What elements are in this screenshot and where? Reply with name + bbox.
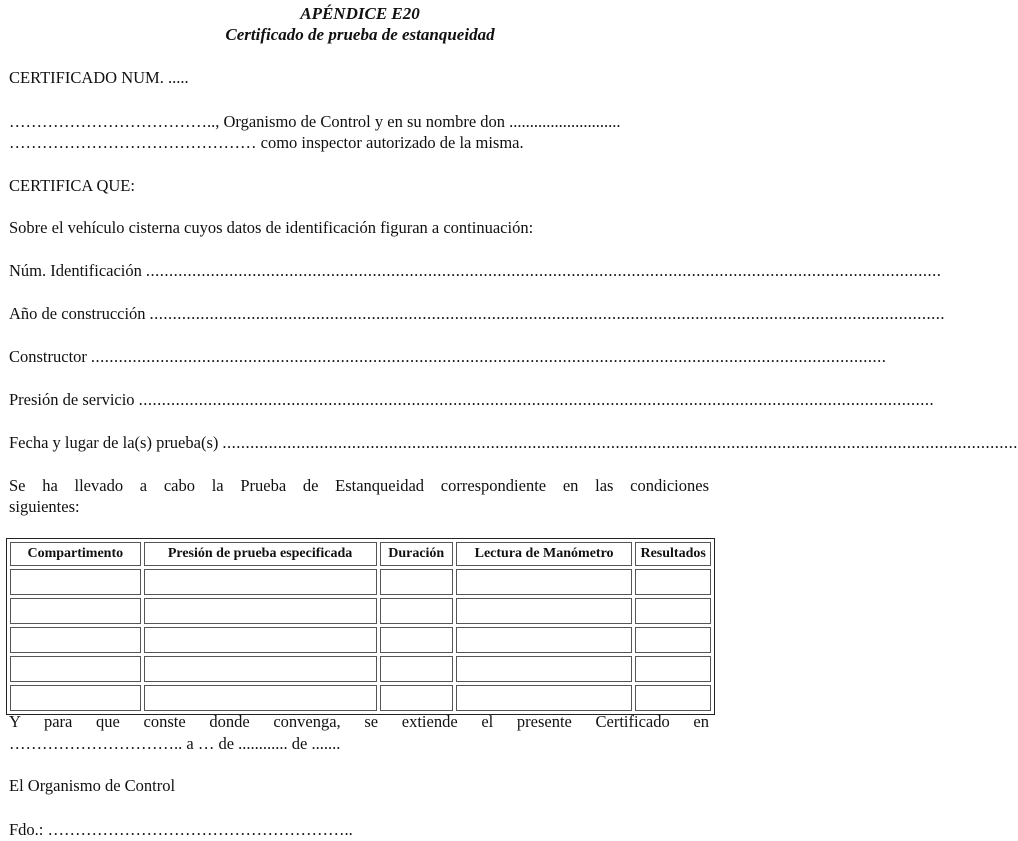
table-cell[interactable] [10,627,141,653]
table-cell[interactable] [456,569,632,595]
field-service-pressure [9,390,935,410]
field-test-date-place [9,433,1018,453]
test-statement-line-1: Se ha llevado a cabo la Prueba de Estanqueidad correspondiente en las condiciones [9,476,709,495]
table-cell[interactable] [10,685,141,711]
header-test-pressure: Presión de prueba especificada [144,542,377,566]
table-cell[interactable] [380,685,453,711]
table-cell[interactable] [10,569,141,595]
table-cell[interactable] [635,627,711,653]
vehicle-statement: Sobre el vehículo cisterna cuyos datos de identificación figuran a continuación: [9,218,534,237]
table-cell[interactable] [144,656,377,682]
table-cell[interactable] [380,598,453,624]
table-cell[interactable] [635,598,711,624]
table-row [10,685,711,711]
signature-line: Fdo.: ……………………………………………….. [9,820,353,839]
field-construction-year [9,304,946,324]
table-cell[interactable] [380,656,453,682]
table-cell[interactable] [635,685,711,711]
field-label: Núm. Identificación [9,261,142,280]
table-row [10,656,711,682]
field-label: Constructor [9,347,87,366]
table-cell[interactable] [456,627,632,653]
table-cell[interactable] [10,656,141,682]
field-identification [9,261,942,281]
table-row [10,627,711,653]
header-gauge-reading: Lectura de Manómetro [456,542,632,566]
appendix-title: APÉNDICE E20 [300,4,420,23]
test-statement-line-2: siguientes: [9,497,80,516]
certificate-number: CERTIFICADO NUM. ..... [9,68,189,87]
table-row [10,569,711,595]
table-row [10,598,711,624]
certifies-heading: CERTIFICA QUE: [9,176,135,195]
field-blank: ............................................................................................................................................................................ [222,433,1018,452]
header-compartment: Compartimento [10,542,141,566]
signing-organism: El Organismo de Control [9,776,176,795]
field-blank: ............................................................................................................................................................................ [145,261,942,280]
intro-line-1: ……………………………….., Organismo de Control y en su nombre don ........................... [9,112,621,131]
field-blank: ............................................................................................................................................................................ [138,390,935,409]
field-label: Presión de servicio [9,390,135,409]
closing-line-2: ………………………….. a … de ............ de ....... [9,734,341,753]
table-cell[interactable] [635,656,711,682]
header-results: Resultados [635,542,711,566]
table-cell[interactable] [10,598,141,624]
field-label: Año de construcción [9,304,146,323]
table-cell[interactable] [144,685,377,711]
test-results-table [6,538,715,715]
header-duration: Duración [380,542,453,566]
table-cell[interactable] [456,685,632,711]
table-cell[interactable] [456,598,632,624]
table-cell[interactable] [144,627,377,653]
field-constructor [9,347,887,367]
closing-line-1: Y para que conste donde convenga, se extiende el presente Certificado en [9,712,709,731]
field-blank: ............................................................................................................................................................................ [149,304,946,323]
field-label: Fecha y lugar de la(s) prueba(s) [9,433,219,452]
table-cell[interactable] [380,569,453,595]
document-subtitle: Certificado de prueba de estanqueidad [225,25,495,44]
intro-line-2: ……………………………………… como inspector autorizado de la misma. [9,133,524,152]
field-blank: ............................................................................................................................................................................ [90,347,887,366]
table-cell[interactable] [144,598,377,624]
table-header-row [10,542,711,566]
table-cell[interactable] [144,569,377,595]
table-cell[interactable] [380,627,453,653]
table-cell[interactable] [635,569,711,595]
table-cell[interactable] [456,656,632,682]
